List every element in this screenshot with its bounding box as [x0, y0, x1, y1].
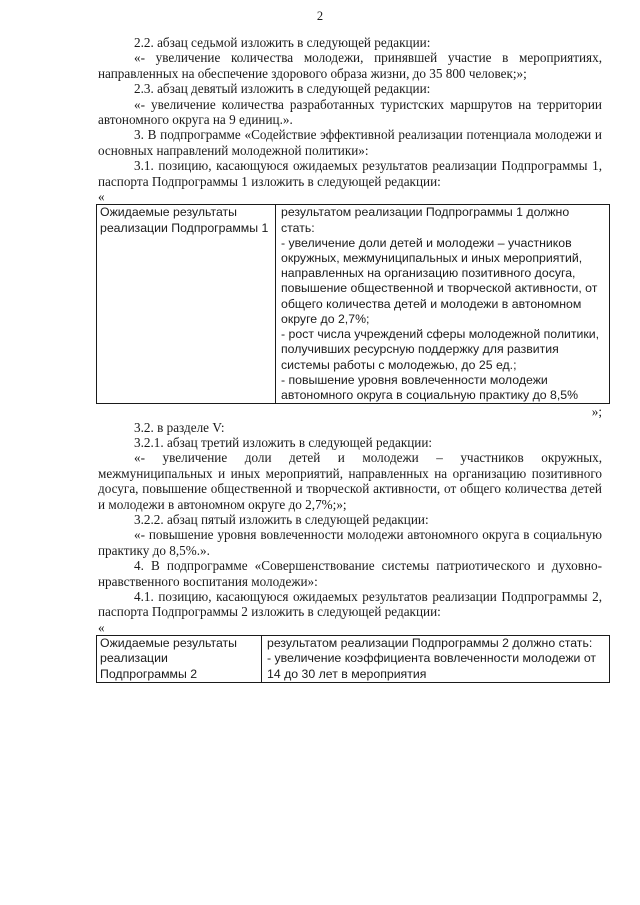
paragraph: 3.2.1. абзац третий изложить в следующей редакции:	[134, 434, 433, 450]
table-line: - повышение уровня вовлеченности молодежи автономного округа в социальную практику до 8,5%	[281, 372, 579, 402]
table-cell-label: Ожидаемые результаты реализации Подпрограммы 2	[97, 636, 262, 683]
table-cell-content	[262, 636, 610, 683]
paragraph: 3. В подпрограмме «Содействие эффективной реализации потенциала молодежи и основных направлений молодежной политики»:	[98, 127, 602, 158]
table-line: - рост числа учреждений сферы молодежной политики, получивших ресурсную поддержку для развития системы работы с молодежью, до 25 ед.;	[281, 327, 600, 372]
table-line: результатом реализации Подпрограммы 1 должно стать:	[281, 205, 570, 235]
paragraph: 3.2.2. абзац пятый изложить в следующей редакции:	[134, 511, 429, 527]
paragraph: 4.1. позицию, касающуюся ожидаемых результатов реализации Подпрограммы 2, паспорта Подпрограммы 2 изложить в следующей редакции:	[98, 588, 602, 620]
paragraph-group-a	[98, 35, 602, 204]
results-table-2	[96, 635, 610, 683]
paragraph: «	[98, 619, 105, 635]
paragraph: 2.2. абзац седьмой изложить в следующей редакции:	[134, 35, 431, 50]
table-row	[97, 205, 610, 404]
page-number: 2	[316, 9, 324, 23]
paragraph: 4. В подпрограмме «Совершенствование системы патриотического и духовно-нравственного воспитания молодежи»:	[98, 558, 602, 589]
paragraph: «- увеличение количества молодежи, принявшей участие в мероприятиях, направленных на обеспечение здорового образа жизни, до 35 800 человек;»;	[98, 50, 602, 81]
document-body	[98, 35, 602, 683]
paragraph: «- увеличение количества разработанных туристских маршрутов на территории автономного округа на 9 единиц.».	[98, 96, 602, 128]
table-line: результатом реализации Подпрограммы 2 должно стать:	[267, 636, 593, 651]
paragraph: «	[98, 189, 105, 205]
paragraph-group-b	[98, 420, 602, 636]
table-line: - увеличение коэффициента вовлеченности молодежи от 14 до 30 лет в мероприятия	[267, 651, 597, 681]
results-table-1	[96, 204, 610, 404]
paragraph: 3.1. позицию, касающуюся ожидаемых результатов реализации Подпрограммы 1, паспорта Подпрограммы 1 изложить в следующей редакции:	[98, 158, 602, 189]
paragraph: 2.3. абзац девятый изложить в следующей редакции:	[134, 81, 431, 97]
table-line: - увеличение доли детей и молодежи – участников окружных, межмуниципальных и иных мероприятий, направленных на организацию позитивного досуга, повышение общественной и творческой активности, от общего количества детей и молодежи в автономном округе до 2,7%;	[281, 235, 598, 326]
table-row	[97, 636, 610, 683]
paragraph: 3.2. в разделе V:	[134, 419, 225, 435]
paragraph: «- увеличение доли детей и молодежи – участников окружных, межмуниципальных и иных мероприятий, направленных на организацию позитивного досуга, повышение общественной и творческой активности, от общего количества детей и молодежи в автономном округе до 2,7%;»;	[98, 450, 602, 512]
table-cell-content	[276, 205, 610, 404]
table-cell-label: Ожидаемые результаты реализации Подпрограммы 1	[97, 205, 276, 404]
closing-quote: »;	[591, 404, 602, 420]
paragraph: «- повышение уровня вовлеченности молодежи автономного округа в социальную практику до 8,5%.».	[98, 527, 602, 558]
